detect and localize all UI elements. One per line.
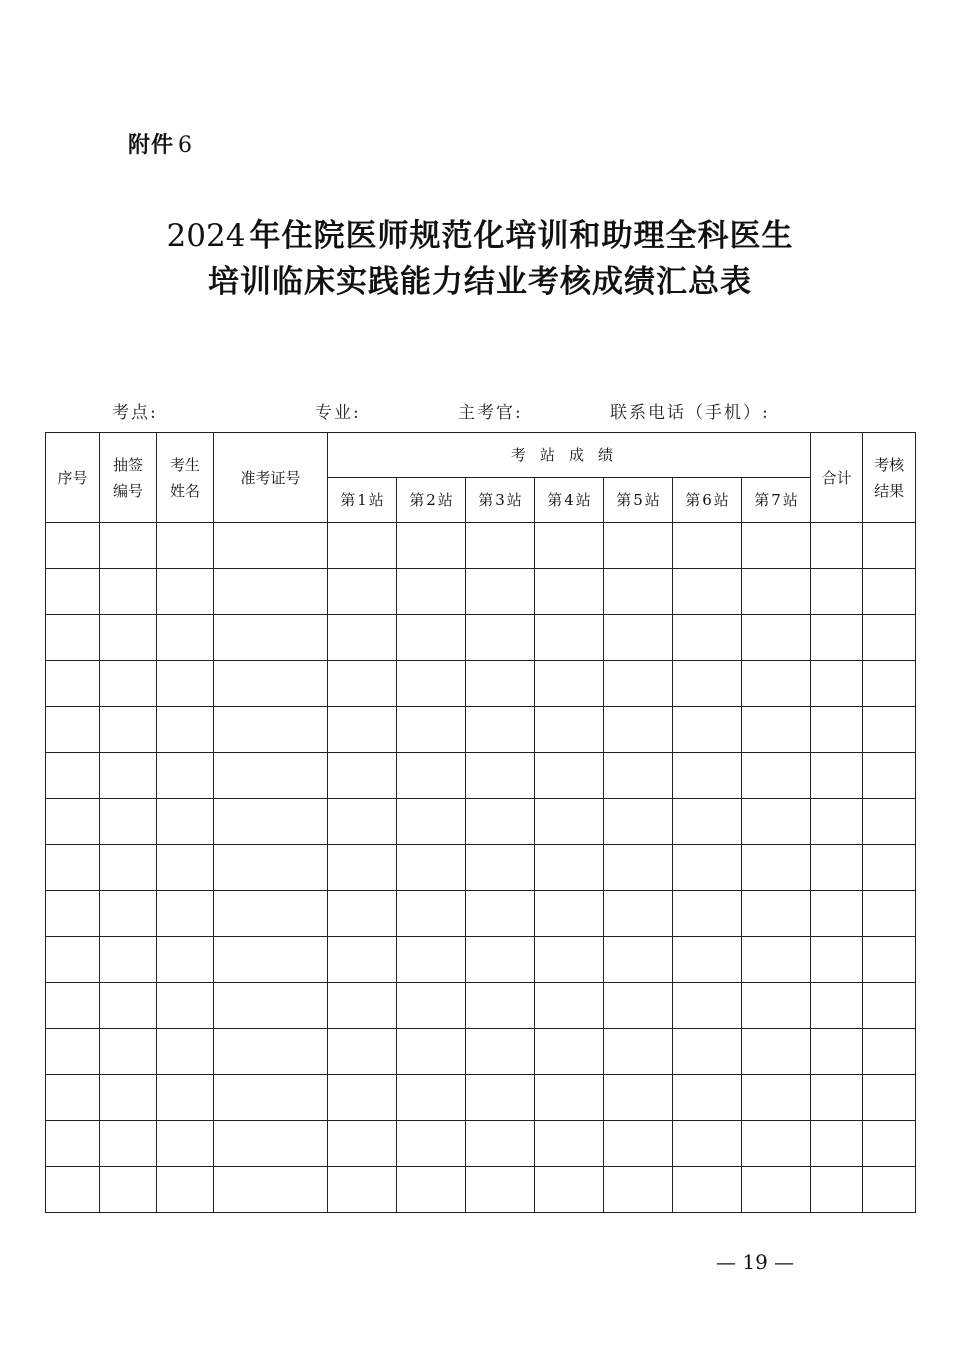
header-result-text: 考核结果 xyxy=(874,455,905,500)
table-cell[interactable] xyxy=(328,569,397,615)
table-row xyxy=(46,937,916,983)
table-cell[interactable] xyxy=(397,753,466,799)
table-cell[interactable] xyxy=(604,1029,673,1075)
header-station-6 xyxy=(673,478,742,523)
title-line-1-text: 年住院医师规范化培训和助理全科医生 xyxy=(249,218,794,254)
table-cell[interactable] xyxy=(214,523,328,569)
table-cell[interactable] xyxy=(157,799,214,845)
table-cell[interactable] xyxy=(863,937,916,983)
table-cell[interactable] xyxy=(214,845,328,891)
table-cell[interactable] xyxy=(46,753,100,799)
table-cell[interactable] xyxy=(863,799,916,845)
table-cell[interactable] xyxy=(466,1121,535,1167)
table-cell[interactable] xyxy=(157,1121,214,1167)
table-cell[interactable] xyxy=(673,661,742,707)
table-cell[interactable] xyxy=(535,569,604,615)
table-cell[interactable] xyxy=(604,569,673,615)
station-label-pre: 第 xyxy=(478,491,494,509)
table-cell[interactable] xyxy=(397,891,466,937)
table-cell[interactable] xyxy=(863,1075,916,1121)
header-draw-no xyxy=(100,433,157,523)
table-cell[interactable] xyxy=(742,983,811,1029)
table-cell[interactable] xyxy=(811,569,863,615)
table-cell[interactable] xyxy=(328,1121,397,1167)
table-cell[interactable] xyxy=(863,707,916,753)
table-cell[interactable] xyxy=(673,1075,742,1121)
table-cell[interactable] xyxy=(100,1167,157,1213)
table-cell[interactable] xyxy=(100,799,157,845)
table-cell[interactable] xyxy=(535,1121,604,1167)
table-cell[interactable] xyxy=(535,799,604,845)
header-seq: 序号 xyxy=(46,433,100,523)
table-cell[interactable] xyxy=(100,891,157,937)
table-cell[interactable] xyxy=(811,1167,863,1213)
table-cell[interactable] xyxy=(214,1167,328,1213)
table-cell[interactable] xyxy=(811,937,863,983)
table-cell[interactable] xyxy=(328,937,397,983)
table-cell[interactable] xyxy=(214,937,328,983)
table-row xyxy=(46,799,916,845)
table-cell[interactable] xyxy=(742,1121,811,1167)
table-cell[interactable] xyxy=(673,1029,742,1075)
table-cell[interactable] xyxy=(604,1121,673,1167)
table-cell[interactable] xyxy=(100,661,157,707)
table-cell[interactable] xyxy=(742,615,811,661)
station-label-num: 6 xyxy=(702,491,712,509)
table-cell[interactable] xyxy=(742,569,811,615)
table-cell[interactable] xyxy=(742,1167,811,1213)
table-cell[interactable] xyxy=(157,1075,214,1121)
table-cell[interactable] xyxy=(328,753,397,799)
table-cell[interactable] xyxy=(466,1167,535,1213)
table-cell[interactable] xyxy=(46,891,100,937)
table-cell[interactable] xyxy=(397,1029,466,1075)
table-cell[interactable] xyxy=(811,707,863,753)
table-cell[interactable] xyxy=(811,523,863,569)
table-cell[interactable] xyxy=(46,707,100,753)
table-cell[interactable] xyxy=(466,569,535,615)
table-cell[interactable] xyxy=(604,983,673,1029)
table-cell[interactable] xyxy=(863,1029,916,1075)
table-cell[interactable] xyxy=(214,1029,328,1075)
header-station-4 xyxy=(535,478,604,523)
table-cell[interactable] xyxy=(673,569,742,615)
table-cell[interactable] xyxy=(742,799,811,845)
table-cell[interactable] xyxy=(466,891,535,937)
table-cell[interactable] xyxy=(100,753,157,799)
header-name-text: 考生姓名 xyxy=(169,455,200,500)
table-cell[interactable] xyxy=(100,615,157,661)
table-cell[interactable] xyxy=(46,1121,100,1167)
attachment-number: 6 xyxy=(178,133,194,158)
table-cell[interactable] xyxy=(535,1075,604,1121)
table-cell[interactable] xyxy=(397,1121,466,1167)
table-cell[interactable] xyxy=(811,615,863,661)
table-cell[interactable] xyxy=(100,1075,157,1121)
station-label-post: 站 xyxy=(575,491,591,509)
table-cell[interactable] xyxy=(604,523,673,569)
table-cell[interactable] xyxy=(604,937,673,983)
table-cell[interactable] xyxy=(535,983,604,1029)
table-cell[interactable] xyxy=(157,707,214,753)
header-station-2 xyxy=(397,478,466,523)
table-cell[interactable] xyxy=(863,983,916,1029)
table-cell[interactable] xyxy=(742,523,811,569)
table-cell[interactable] xyxy=(100,937,157,983)
table-cell[interactable] xyxy=(466,707,535,753)
table-cell[interactable] xyxy=(214,569,328,615)
table-cell[interactable] xyxy=(742,845,811,891)
header-station-5 xyxy=(604,478,673,523)
exam-site-label: 考点: xyxy=(112,403,158,423)
station-label-num: 2 xyxy=(426,491,436,509)
table-cell[interactable] xyxy=(673,707,742,753)
station-label-post: 站 xyxy=(782,491,798,509)
table-cell[interactable] xyxy=(811,753,863,799)
table-cell[interactable] xyxy=(100,569,157,615)
table-cell[interactable] xyxy=(397,983,466,1029)
table-cell[interactable] xyxy=(214,1075,328,1121)
table-row xyxy=(46,707,916,753)
header-ticket: 准考证号 xyxy=(214,433,328,523)
header-station-7 xyxy=(742,478,811,523)
table-cell[interactable] xyxy=(535,937,604,983)
station-label-pre: 第 xyxy=(409,491,425,509)
table-cell[interactable] xyxy=(466,845,535,891)
table-cell[interactable] xyxy=(157,983,214,1029)
table-cell[interactable] xyxy=(214,661,328,707)
table-cell[interactable] xyxy=(214,753,328,799)
table-cell[interactable] xyxy=(604,799,673,845)
title-year: 2024 xyxy=(166,218,246,254)
table-cell[interactable] xyxy=(214,707,328,753)
table-cell[interactable] xyxy=(535,1029,604,1075)
table-cell[interactable] xyxy=(604,661,673,707)
table-cell[interactable] xyxy=(46,1075,100,1121)
table-cell[interactable] xyxy=(46,1029,100,1075)
table-row xyxy=(46,661,916,707)
table-cell[interactable] xyxy=(863,753,916,799)
table-cell[interactable] xyxy=(46,569,100,615)
table-cell[interactable] xyxy=(214,1121,328,1167)
table-cell[interactable] xyxy=(811,1121,863,1167)
table-cell[interactable] xyxy=(863,615,916,661)
phone-label: 联系电话（手机）: xyxy=(610,403,770,423)
table-cell[interactable] xyxy=(811,983,863,1029)
table-cell[interactable] xyxy=(811,661,863,707)
table-cell[interactable] xyxy=(604,1167,673,1213)
table-cell[interactable] xyxy=(863,523,916,569)
table-cell[interactable] xyxy=(46,1167,100,1213)
station-label-num: 3 xyxy=(495,491,505,509)
table-cell[interactable] xyxy=(466,523,535,569)
table-cell[interactable] xyxy=(535,891,604,937)
table-cell[interactable] xyxy=(466,615,535,661)
table-cell[interactable] xyxy=(100,983,157,1029)
station-label-post: 站 xyxy=(368,491,384,509)
table-cell[interactable] xyxy=(214,891,328,937)
table-row xyxy=(46,1029,916,1075)
table-cell[interactable] xyxy=(673,1121,742,1167)
table-cell[interactable] xyxy=(535,615,604,661)
table-cell[interactable] xyxy=(214,799,328,845)
station-label-num: 4 xyxy=(564,491,574,509)
table-cell[interactable] xyxy=(328,983,397,1029)
major-label: 专业: xyxy=(315,403,361,423)
station-label-num: 5 xyxy=(633,491,643,509)
table-cell[interactable] xyxy=(673,891,742,937)
table-cell[interactable] xyxy=(397,661,466,707)
station-label-post: 站 xyxy=(506,491,522,509)
table-cell[interactable] xyxy=(157,1029,214,1075)
table-cell[interactable] xyxy=(673,983,742,1029)
table-cell[interactable] xyxy=(535,845,604,891)
table-cell[interactable] xyxy=(811,891,863,937)
table-cell[interactable] xyxy=(100,1029,157,1075)
station-label-num: 1 xyxy=(357,491,367,509)
header-draw-no-text: 抽签编号 xyxy=(112,455,143,500)
table-cell[interactable] xyxy=(328,891,397,937)
table-cell[interactable] xyxy=(100,845,157,891)
table-cell[interactable] xyxy=(328,1075,397,1121)
table-cell[interactable] xyxy=(328,1029,397,1075)
table-row xyxy=(46,569,916,615)
table-cell[interactable] xyxy=(466,753,535,799)
table-cell[interactable] xyxy=(673,845,742,891)
table-cell[interactable] xyxy=(397,615,466,661)
table-cell[interactable] xyxy=(157,1167,214,1213)
table-cell[interactable] xyxy=(604,615,673,661)
table-cell[interactable] xyxy=(535,753,604,799)
header-name xyxy=(157,433,214,523)
table-cell[interactable] xyxy=(604,707,673,753)
table-row xyxy=(46,1121,916,1167)
table-cell[interactable] xyxy=(328,845,397,891)
table-cell[interactable] xyxy=(604,1075,673,1121)
table-cell[interactable] xyxy=(328,523,397,569)
table-cell[interactable] xyxy=(157,937,214,983)
table-cell[interactable] xyxy=(157,753,214,799)
table-cell[interactable] xyxy=(46,661,100,707)
station-label-post: 站 xyxy=(437,491,453,509)
table-cell[interactable] xyxy=(157,845,214,891)
table-cell[interactable] xyxy=(466,983,535,1029)
table-cell[interactable] xyxy=(46,523,100,569)
table-row xyxy=(46,845,916,891)
table-cell[interactable] xyxy=(742,937,811,983)
station-label-pre: 第 xyxy=(616,491,632,509)
table-row xyxy=(46,753,916,799)
table-cell[interactable] xyxy=(811,845,863,891)
title-line-2-text: 培训临床实践能力结业考核成绩汇总表 xyxy=(208,264,752,300)
table-cell[interactable] xyxy=(742,707,811,753)
station-label-post: 站 xyxy=(713,491,729,509)
table-row xyxy=(46,523,916,569)
table-cell[interactable] xyxy=(863,891,916,937)
table-cell[interactable] xyxy=(811,799,863,845)
table-cell[interactable] xyxy=(214,615,328,661)
table-cell[interactable] xyxy=(535,661,604,707)
table-cell[interactable] xyxy=(673,615,742,661)
page-number: — 19 — xyxy=(716,1250,795,1274)
table-cell[interactable] xyxy=(46,799,100,845)
table-row xyxy=(46,983,916,1029)
attachment-label xyxy=(128,128,193,159)
table-cell[interactable] xyxy=(100,523,157,569)
station-label-num: 7 xyxy=(771,491,781,509)
table-cell[interactable] xyxy=(397,799,466,845)
table-cell[interactable] xyxy=(397,569,466,615)
table-row xyxy=(46,1167,916,1213)
table-cell[interactable] xyxy=(673,799,742,845)
examiner-label: 主考官: xyxy=(458,403,523,423)
table-cell[interactable] xyxy=(673,753,742,799)
table-cell[interactable] xyxy=(811,1029,863,1075)
table-cell[interactable] xyxy=(466,937,535,983)
table-cell[interactable] xyxy=(604,845,673,891)
table-cell[interactable] xyxy=(863,1167,916,1213)
score-summary-table xyxy=(45,432,916,1213)
table-cell[interactable] xyxy=(214,983,328,1029)
table-cell[interactable] xyxy=(397,937,466,983)
table-cell[interactable] xyxy=(157,661,214,707)
table-row xyxy=(46,615,916,661)
header-total: 合计 xyxy=(811,433,863,523)
station-label-pre: 第 xyxy=(685,491,701,509)
table-cell[interactable] xyxy=(604,753,673,799)
table-cell[interactable] xyxy=(673,1167,742,1213)
table-cell[interactable] xyxy=(742,661,811,707)
header-station-scores: 考站成绩 xyxy=(328,433,811,478)
table-cell[interactable] xyxy=(535,1167,604,1213)
table-cell[interactable] xyxy=(673,523,742,569)
table-cell[interactable] xyxy=(742,1075,811,1121)
table-cell[interactable] xyxy=(100,1121,157,1167)
header-result xyxy=(863,433,916,523)
table-cell[interactable] xyxy=(46,845,100,891)
station-label-pre: 第 xyxy=(547,491,563,509)
station-label-pre: 第 xyxy=(754,491,770,509)
table-cell[interactable] xyxy=(535,523,604,569)
table-cell[interactable] xyxy=(46,983,100,1029)
table-cell[interactable] xyxy=(46,615,100,661)
station-label-pre: 第 xyxy=(340,491,356,509)
table-cell[interactable] xyxy=(397,707,466,753)
document-title-line-1 xyxy=(0,210,960,255)
table-cell[interactable] xyxy=(863,1121,916,1167)
table-cell[interactable] xyxy=(466,1029,535,1075)
table-cell[interactable] xyxy=(535,707,604,753)
table-cell[interactable] xyxy=(863,661,916,707)
table-cell[interactable] xyxy=(157,891,214,937)
table-cell[interactable] xyxy=(157,523,214,569)
table-cell[interactable] xyxy=(863,569,916,615)
table-cell[interactable] xyxy=(742,891,811,937)
table-cell[interactable] xyxy=(397,1075,466,1121)
table-cell[interactable] xyxy=(328,615,397,661)
table-cell[interactable] xyxy=(328,661,397,707)
document-title-line-2 xyxy=(0,256,960,301)
table-cell[interactable] xyxy=(328,1167,397,1213)
table-cell[interactable] xyxy=(397,845,466,891)
attachment-text: 附件 xyxy=(128,133,175,158)
table-cell[interactable] xyxy=(157,569,214,615)
table-cell[interactable] xyxy=(100,707,157,753)
table-cell[interactable] xyxy=(673,937,742,983)
table-cell[interactable] xyxy=(466,661,535,707)
table-row xyxy=(46,1075,916,1121)
table-cell[interactable] xyxy=(604,891,673,937)
table-cell[interactable] xyxy=(397,1167,466,1213)
table-cell[interactable] xyxy=(397,523,466,569)
table-cell[interactable] xyxy=(46,937,100,983)
table-cell[interactable] xyxy=(328,707,397,753)
table-cell[interactable] xyxy=(742,1029,811,1075)
table-row xyxy=(46,891,916,937)
table-cell[interactable] xyxy=(328,799,397,845)
table-cell[interactable] xyxy=(157,615,214,661)
table-cell[interactable] xyxy=(811,1075,863,1121)
table-cell[interactable] xyxy=(863,845,916,891)
table-cell[interactable] xyxy=(466,1075,535,1121)
header-station-3 xyxy=(466,478,535,523)
table-cell[interactable] xyxy=(466,799,535,845)
table-cell[interactable] xyxy=(742,753,811,799)
station-label-post: 站 xyxy=(644,491,660,509)
header-station-1 xyxy=(328,478,397,523)
